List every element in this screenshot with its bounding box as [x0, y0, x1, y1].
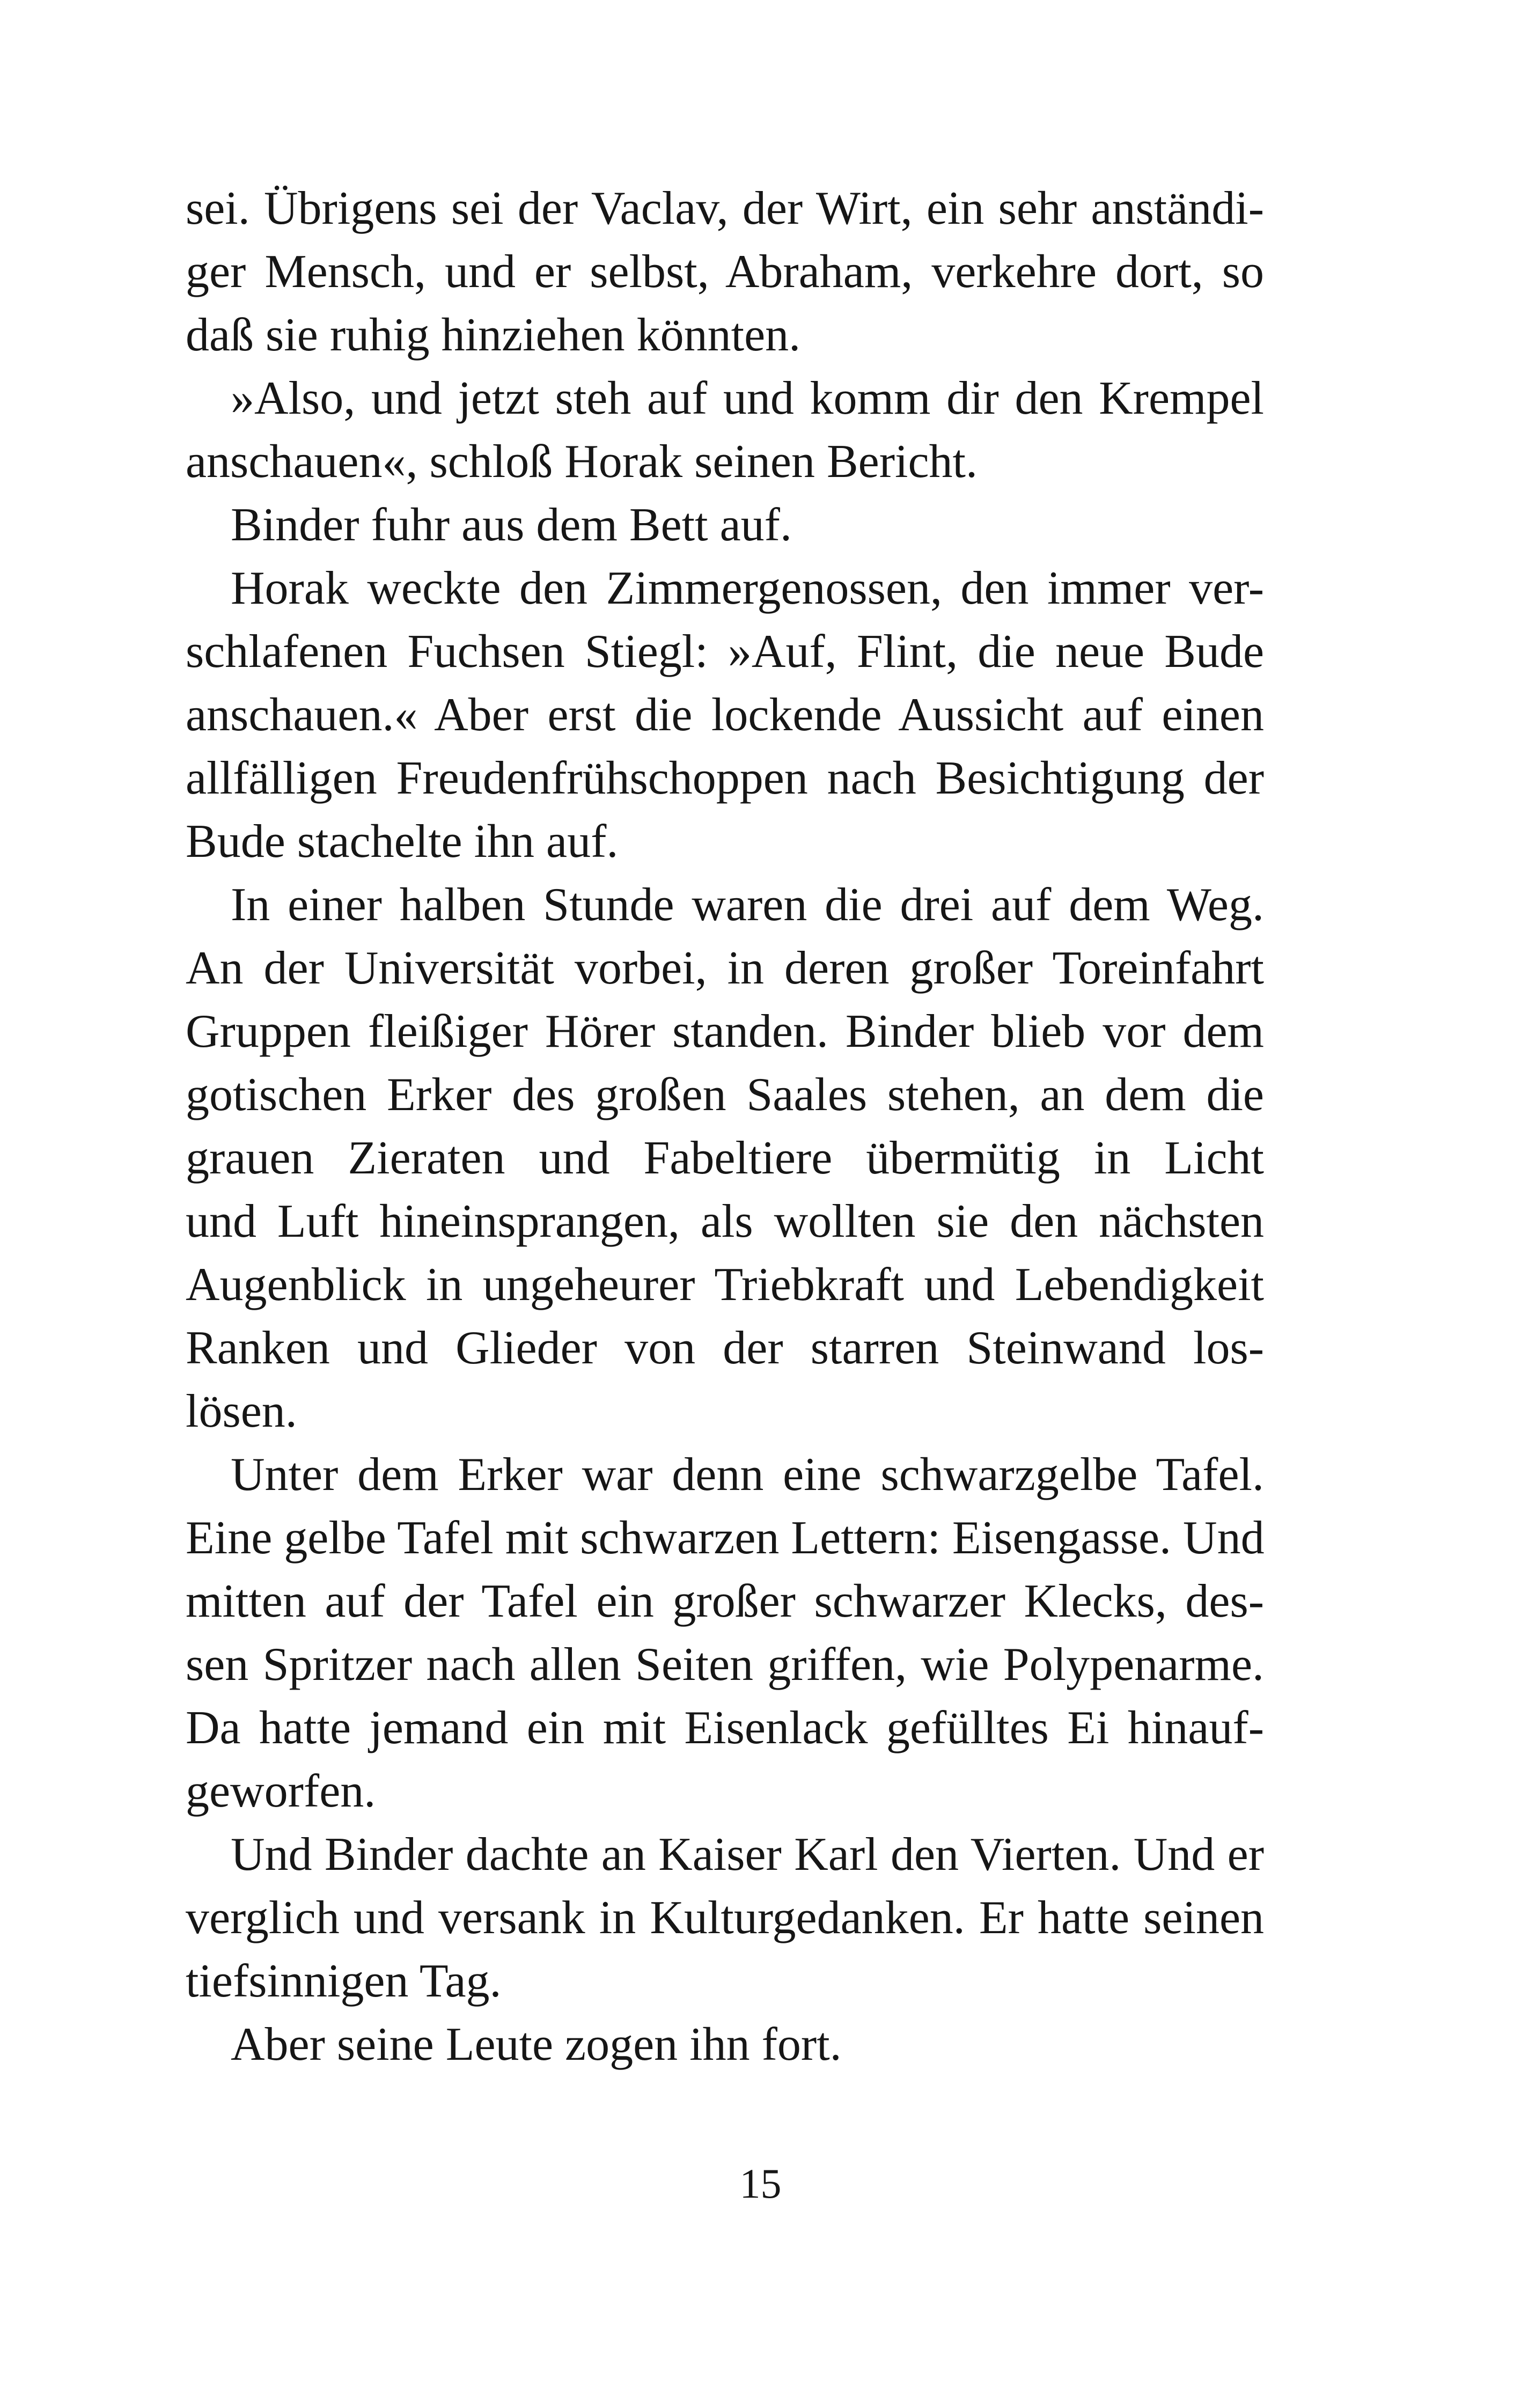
- text-line: geworfen.: [186, 1765, 376, 1817]
- text-line: mitten auf der Tafel ein großer schwarzer Klecks, des-: [186, 1575, 1264, 1627]
- text-line: Unter dem Erker war denn eine schwarzgelbe Tafel.: [231, 1449, 1264, 1501]
- text-line: Ranken und Glieder von der starren Steinwand los-: [186, 1322, 1264, 1374]
- text-line: Gruppen fleißiger Hörer standen. Binder blieb vor dem: [186, 1005, 1264, 1058]
- text-line: anschauen.« Aber erst die lockende Aussicht auf einen: [186, 689, 1264, 741]
- text-line: Da hatte jemand ein mit Eisenlack gefülltes Ei hinauf-: [186, 1702, 1264, 1754]
- text-line: grauen Zieraten und Fabeltiere übermütig in Licht: [186, 1132, 1264, 1184]
- text-line: sen Spritzer nach allen Seiten griffen, wie Polypenarme.: [186, 1639, 1264, 1691]
- text-line: daß sie ruhig hinziehen könnten.: [186, 309, 801, 361]
- text-line: tiefsinnigen Tag.: [186, 1955, 502, 2007]
- text-line: Horak weckte den Zimmergenossen, den immer ver-: [231, 562, 1264, 614]
- text-line: Und Binder dachte an Kaiser Karl den Vierten. Und er: [231, 1829, 1264, 1881]
- text-line: »Also, und jetzt steh auf und komm dir den Krempel: [231, 372, 1264, 424]
- text-line: Bude stachelte ihn auf.: [186, 816, 619, 868]
- body-text: [186, 177, 1264, 2076]
- text-line: gotischen Erker des großen Saales stehen, an dem die: [186, 1069, 1264, 1121]
- text-line: schlafenen Fuchsen Stiegl: »Auf, Flint, die neue Bude: [186, 626, 1264, 678]
- text-line: ger Mensch, und er selbst, Abraham, verkehre dort, so: [186, 246, 1264, 298]
- text-line: In einer halben Stunde waren die drei auf dem Weg.: [231, 879, 1264, 931]
- text-line: verglich und versank in Kulturgedanken. Er hatte seinen: [186, 1892, 1264, 1944]
- page-number: 15: [739, 2160, 782, 2207]
- text-line: anschauen«, schloß Horak seinen Bericht.: [186, 436, 978, 488]
- text-line: Aber seine Leute zogen ihn fort.: [231, 2018, 842, 2071]
- text-line: allfälligen Freudenfrühschoppen nach Besichtigung der: [186, 752, 1264, 804]
- text-line: Augenblick in ungeheurer Triebkraft und Lebendigkeit: [186, 1259, 1264, 1311]
- text-line: lösen.: [186, 1385, 297, 1437]
- text-line: sei. Übrigens sei der Vaclav, der Wirt, ein sehr anständi-: [186, 182, 1264, 234]
- text-line: Eine gelbe Tafel mit schwarzen Lettern: Eisengasse. Und: [186, 1512, 1265, 1564]
- text-line: Binder fuhr aus dem Bett auf.: [231, 499, 792, 551]
- text-line: und Luft hineinsprangen, als wollten sie den nächsten: [186, 1195, 1264, 1247]
- text-line: An der Universität vorbei, in deren großer Toreinfahrt: [186, 942, 1264, 994]
